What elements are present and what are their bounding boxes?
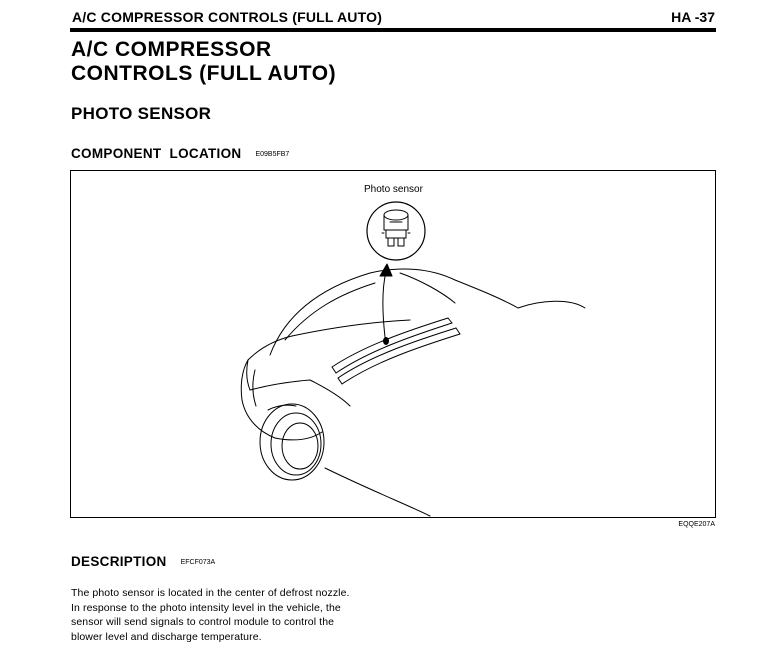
description-body [71, 586, 391, 644]
door-outline [241, 360, 322, 440]
component-location-code: E09B5FB7 [255, 150, 290, 158]
component-location-heading [71, 146, 289, 161]
body-lower-line [325, 468, 430, 516]
running-header-title: A/C COMPRESSOR CONTROLS (FULL AUTO) [72, 9, 383, 25]
windshield-outline [270, 269, 585, 355]
callout-arrow [380, 264, 392, 337]
description-code: EFCF073A [180, 558, 216, 566]
page-number: HA -37 [671, 9, 715, 25]
description-line: In response to the photo intensity level in the vehicle, the [71, 601, 341, 614]
photo-sensor-callout [367, 202, 425, 260]
description-line: blower level and discharge temperature. [71, 630, 262, 643]
defrost-nozzle [332, 318, 460, 384]
wheel [260, 404, 324, 480]
page-title-line-2: CONTROLS (FULL AUTO) [71, 62, 337, 85]
description-heading [71, 554, 215, 569]
description-line: The photo sensor is located in the center of defrost nozzle. [71, 587, 350, 599]
header-rule [70, 28, 716, 32]
section-heading: PHOTO SENSOR [71, 104, 212, 123]
page-title-line-1: A/C COMPRESSOR [71, 38, 272, 61]
description-label: DESCRIPTION [71, 554, 167, 569]
car-dashboard-illustration [70, 170, 716, 518]
description-line: sensor will send signals to control module to control the [71, 616, 335, 628]
component-location-label: COMPONENT LOCATION [71, 146, 242, 161]
photo-sensor-label: Photo sensor [364, 184, 423, 195]
dashboard-outline [247, 320, 410, 406]
figure-code: EQQE207A [678, 521, 715, 528]
page-title [71, 38, 336, 86]
